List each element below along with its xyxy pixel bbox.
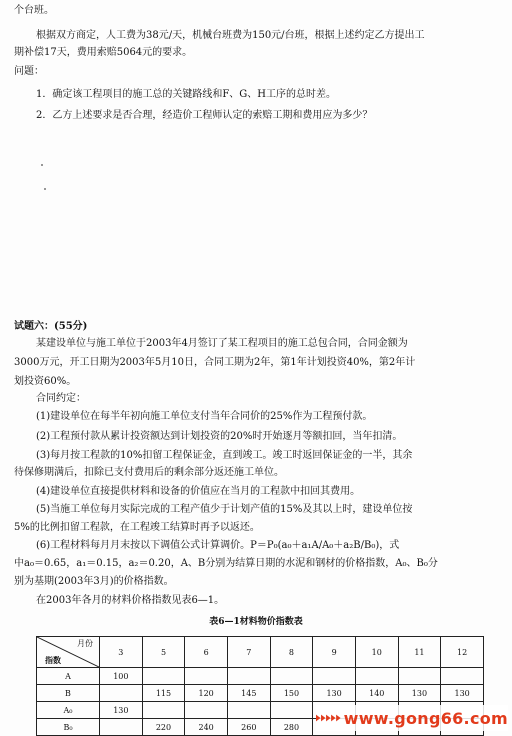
table-cell: 130 bbox=[100, 702, 143, 719]
table-cell: 280 bbox=[270, 719, 313, 736]
month-header: 12 bbox=[441, 637, 484, 668]
table-cell bbox=[185, 702, 228, 719]
corner-label-month: 月份 bbox=[77, 639, 93, 648]
text-line: 3000万元，开工日期为2003年5月10日，合同工期为2年，第1年计划投资40%，第2年计 bbox=[14, 357, 416, 368]
table-cell: 115 bbox=[142, 685, 185, 702]
table-cell bbox=[441, 668, 484, 685]
row-label: B bbox=[37, 685, 100, 702]
table-cell: 130 bbox=[398, 685, 441, 702]
row-label: A₀ bbox=[37, 702, 100, 719]
table-cell bbox=[398, 668, 441, 685]
month-header: 9 bbox=[313, 637, 356, 668]
table-cell: 100 bbox=[100, 668, 143, 685]
watermark-text: www.gong66.com bbox=[343, 708, 508, 728]
clause-1: (1)建设单位在每半年初向施工单位支付当年合同价的25%作为工程预付款。 bbox=[36, 411, 373, 422]
month-header: 5 bbox=[142, 637, 185, 668]
month-header: 11 bbox=[398, 637, 441, 668]
text-line: 合同约定： bbox=[36, 393, 86, 404]
text-line: 某建设单位与施工单位于2003年4月签订了某工程项目的施工总包合同，合同金额为 bbox=[36, 338, 408, 349]
corner-header bbox=[37, 637, 100, 668]
table-cell: 130 bbox=[441, 685, 484, 702]
arrows-icon bbox=[316, 709, 341, 727]
table-cell: 260 bbox=[227, 719, 270, 736]
clause-3: (3)每月按工程款的10%扣留工程保证金，直到竣工。竣工时返回保证金的一半，其余 bbox=[36, 450, 413, 461]
table-cell: 130 bbox=[313, 685, 356, 702]
table-cell bbox=[270, 702, 313, 719]
row-label: A bbox=[37, 668, 100, 685]
table-cell bbox=[185, 668, 228, 685]
table-cell bbox=[142, 702, 185, 719]
table-cell bbox=[270, 668, 313, 685]
table-cell: 240 bbox=[185, 719, 228, 736]
text-line: 划投资60%。 bbox=[14, 376, 77, 387]
question-1: 1．确定该工程项目的施工总的关键路线和F、G、H工序的总时差。 bbox=[36, 89, 337, 100]
table-header-row bbox=[37, 637, 484, 668]
table-cell: 145 bbox=[227, 685, 270, 702]
month-header: 6 bbox=[185, 637, 228, 668]
table-cell bbox=[100, 685, 143, 702]
clause-5: (5)当施工单位每月实际完成的工程产值少于计划产值的15%及其以上时，建设单位按 bbox=[36, 504, 413, 515]
site-watermark bbox=[316, 705, 508, 731]
table-cell bbox=[227, 702, 270, 719]
clause-3-cont: 待保修期满后，扣除已支付费用后的剩余部分返还施工单位。 bbox=[14, 467, 284, 478]
table-row bbox=[37, 685, 484, 702]
clause-6-cont: 别为基期(2003年3月)的价格指数。 bbox=[14, 576, 174, 587]
table-cell bbox=[313, 668, 356, 685]
table-cell: 220 bbox=[142, 719, 185, 736]
text-line: 根据双方商定，人工费为38元/天，机械台班费为150元/台班，根据上述约定乙方提出工 bbox=[36, 30, 425, 41]
clause-6: (6)工程材料每月月末按以下调值公式计算调价。P＝P₀(a₀＋a₁A/A₀＋a₂B/B₀)，式 bbox=[36, 540, 400, 551]
text-line: 期补偿17天，费用索赔5064元的要求。 bbox=[14, 47, 193, 58]
table-row bbox=[37, 668, 484, 685]
corner-label-index: 指数 bbox=[45, 655, 61, 665]
stray-dot bbox=[44, 188, 46, 190]
clause-2: (2)工程预付款从累计投资额达到计划投资的20%时开始逐月等额扣回，当年扣清。 bbox=[36, 431, 403, 442]
table-intro: 在2003年各月的材料价格指数见表6—1。 bbox=[36, 595, 225, 606]
question-2: 2．乙方上述要求是否合理，经造价工程师认定的索赔工期和费用应为多少？ bbox=[36, 110, 373, 121]
section-label: 问题： bbox=[14, 66, 44, 77]
stray-dot bbox=[41, 164, 43, 166]
month-header: 8 bbox=[270, 637, 313, 668]
table-cell: 150 bbox=[270, 685, 313, 702]
table-caption: 表6—1材料物价指数表 bbox=[209, 617, 303, 627]
clause-5-cont: 5%的比例扣留工程款，在工程竣工结算时再予以返还。 bbox=[14, 522, 260, 533]
month-header: 3 bbox=[100, 637, 143, 668]
table-cell bbox=[142, 668, 185, 685]
month-header: 10 bbox=[355, 637, 398, 668]
row-label: B₀ bbox=[37, 719, 100, 736]
table-cell: 140 bbox=[355, 685, 398, 702]
month-header: 7 bbox=[227, 637, 270, 668]
clause-6-cont: 中a₀＝0.65，a₁＝0.15，a₂＝0.20，A、B分别为结算日期的水泥和钢材的价格指数，A₀、B₀分 bbox=[14, 558, 438, 569]
table-cell: 120 bbox=[185, 685, 228, 702]
table-cell bbox=[355, 668, 398, 685]
table-cell bbox=[227, 668, 270, 685]
clause-4: (4)建设单位直接提供材料和设备的价值应在当月的工程款中扣回其费用。 bbox=[36, 486, 361, 497]
section-title: 试题六：(55分) bbox=[14, 321, 88, 332]
text-line: 个台班。 bbox=[14, 5, 54, 16]
